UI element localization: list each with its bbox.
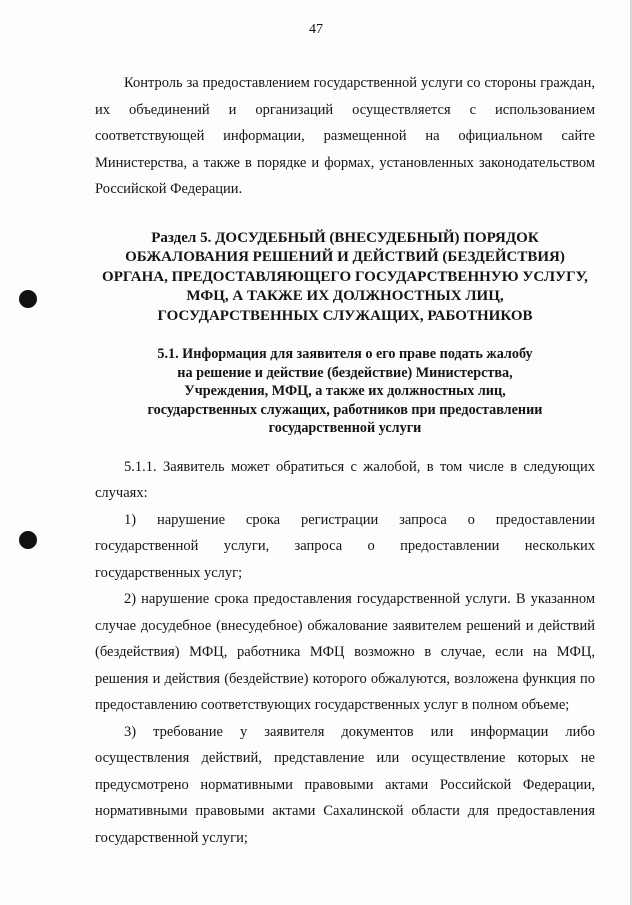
subsection-title-line: на решение и действие (бездействие) Министерства, <box>177 364 513 381</box>
spacer <box>95 438 595 454</box>
paragraph-5-1-1: 5.1.1. Заявитель может обратиться с жалобой, в том числе в следующих случаях: <box>95 458 595 501</box>
section-title-line: ОРГАНА, ПРЕДОСТАВЛЯЮЩЕГО ГОСУДАРСТВЕННУЮ УСЛУГУ, <box>102 268 588 285</box>
subsection-title-line: государственной услуги <box>268 420 422 436</box>
subsection-title-line: 5.1. Информация для заявителя о его праве подать жалобу <box>157 346 533 362</box>
document-body <box>95 70 595 851</box>
paragraph-item-1: 1) нарушение срока регистрации запроса о предоставлении государственной услуги, запроса о предоставлении нескольких государственных услуг; <box>95 511 595 581</box>
paragraph-control: Контроль за предоставлением государственной услуги со стороны граждан, их объединений и организаций осуществляется с использованием соответствующей информации, размещенной на официальном сайте Министерства, а также в порядке и формах, установленных законодательством Российской Федерации. <box>95 75 595 197</box>
paragraph-item-3: 3) требование у заявителя документов или информации либо осуществления действий, представление или осуществление которых не предусмотрено нормативными правовыми актами Российской Федерации, нормативными правовыми актами Сахалинской области для предоставления государственной услуги; <box>95 723 595 846</box>
section-title <box>95 229 595 327</box>
paragraph-item-2: 2) нарушение срока предоставления государственной услуги. В указанном случае досудебное (внесудебное) обжалование заявителем решений и действий (бездействия) МФЦ, работника МФЦ возможно в случае, если на МФЦ, решения и действия (бездействие) которого обжалуются, возложена функция по предоставлению соответствующих государственных услуг в полном объеме; <box>95 591 595 713</box>
punch-hole-mark <box>19 290 37 308</box>
subsection-title-line: Учреждения, МФЦ, а также их должностных лиц, <box>184 383 506 399</box>
section-title-line: ГОСУДАРСТВЕННЫХ СЛУЖАЩИХ, РАБОТНИКОВ <box>157 307 533 324</box>
section-title-line: ОБЖАЛОВАНИЯ РЕШЕНИЙ И ДЕЙСТВИЙ (БЕЗДЕЙСТВИЯ) <box>125 249 565 265</box>
subsection-title-line: государственных служащих, работников при предоставлении <box>147 401 543 418</box>
section-title-line: МФЦ, А ТАКЖЕ ИХ ДОЛЖНОСТНЫХ ЛИЦ, <box>186 288 504 304</box>
page-number: 47 <box>309 22 323 37</box>
subsection-title <box>95 345 595 438</box>
punch-hole-mark <box>19 531 37 549</box>
section-title-line: Раздел 5. ДОСУДЕБНЫЙ (ВНЕСУДЕБНЫЙ) ПОРЯДОК <box>151 229 539 246</box>
